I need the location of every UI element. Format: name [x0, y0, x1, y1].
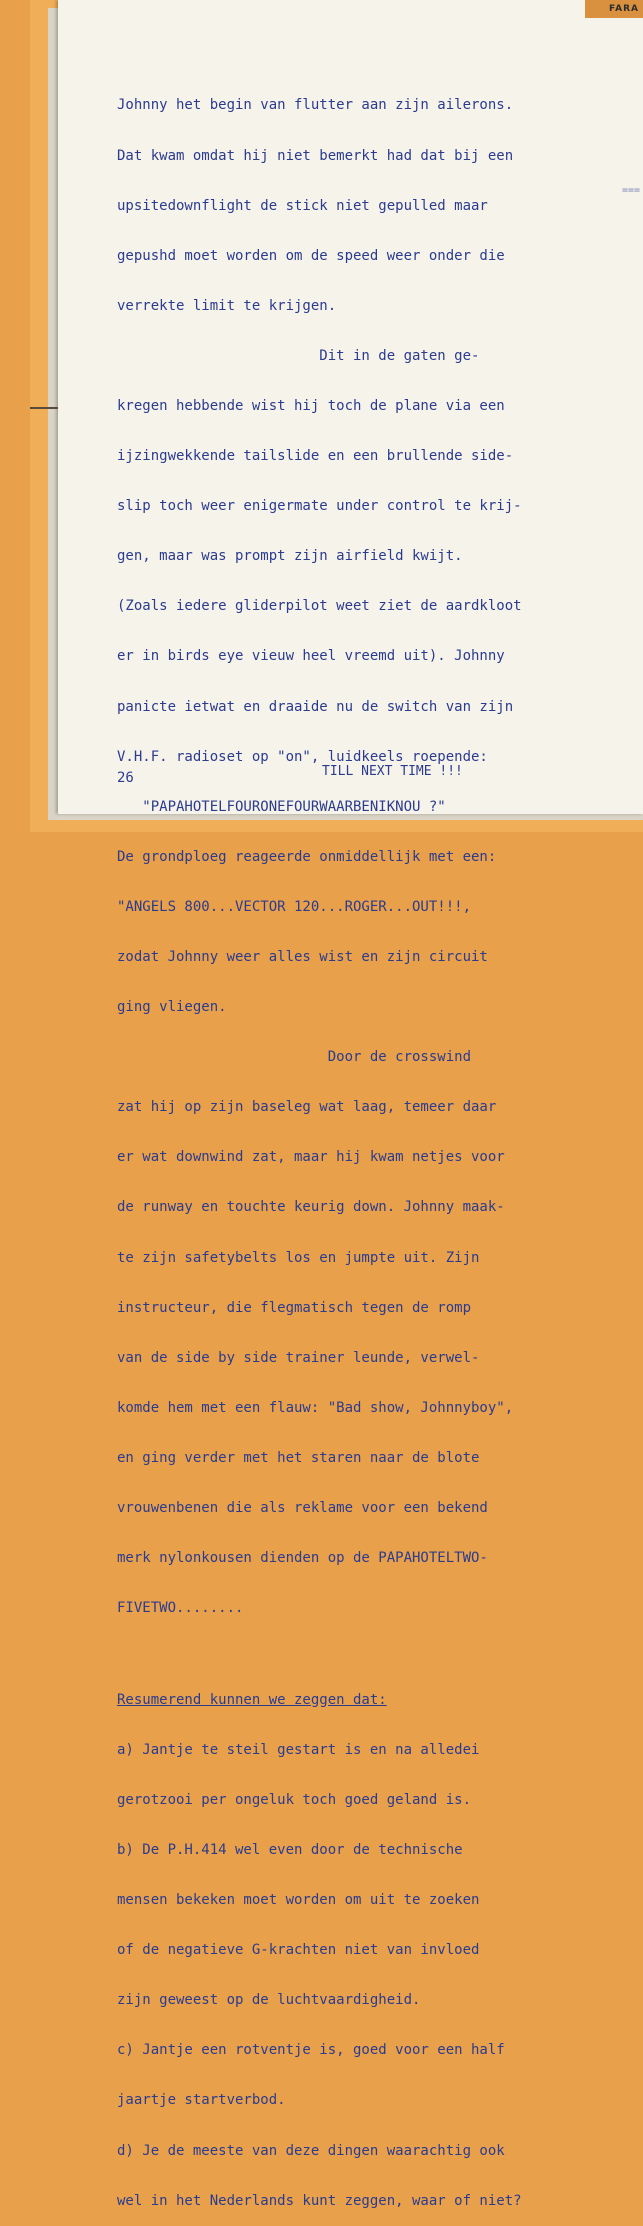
body-line: Dat kwam omdat hij niet bemerkt had dat bij een [117, 147, 514, 164]
body-line: V.H.F. radioset op "on", luidkeels roepende: [117, 748, 488, 765]
body-line: Dit in de gaten ge- [117, 347, 480, 364]
summary-line: jaartje startverbod. [117, 2092, 286, 2109]
body-line: de runway en touchte keurig down. Johnny maak- [117, 1199, 505, 1216]
body-line: panicte ietwat en draaide nu de switch van zijn [117, 698, 514, 715]
body-line: slip toch weer enigermate under control te krij- [117, 498, 522, 515]
body-line: gepushd moet worden om de speed weer onder die [117, 247, 505, 264]
summary-line: d) Je de meeste van deze dingen waarachtig ook [117, 2142, 505, 2159]
body-line: verrekte limit te krijgen. [117, 297, 337, 314]
summary-heading: Resumerend kunnen we zeggen dat: [117, 1691, 387, 1708]
body-line: er wat downwind zat, maar hij kwam netjes voor [117, 1149, 505, 1166]
body-line: te zijn safetybelts los en jumpte uit. Zijn [117, 1249, 480, 1266]
body-line: komde hem met een flauw: "Bad show, Johnnyboy", [117, 1399, 514, 1416]
summary-line: of de negatieve G-krachten niet van invloed [117, 1942, 480, 1959]
summary-line: gerotzooi per ongeluk toch goed geland is. [117, 1791, 472, 1808]
summary-line: c) Jantje een rotventje is, goed voor een half [117, 2042, 505, 2059]
page-number: 26 [117, 770, 134, 786]
body-line: instructeur, die flegmatisch tegen de romp [117, 1299, 472, 1316]
body-line: vrouwenbenen die als reklame voor een bekend [117, 1500, 488, 1517]
body-line: gen, maar was prompt zijn airfield kwijt. [117, 548, 463, 565]
article-body [117, 64, 597, 2226]
summary-line: zijn geweest op de luchtvaardigheid. [117, 1992, 421, 2009]
body-line: "ANGELS 800...VECTOR 120...ROGER...OUT!!!, [117, 898, 472, 915]
summary-line: mensen bekeken moet worden om uit te zoeken [117, 1892, 480, 1909]
summary-line: b) De P.H.414 wel even door de technische [117, 1842, 463, 1858]
margin-mark [30, 407, 58, 409]
paragraph-gap [117, 1650, 597, 1658]
body-line: zat hij op zijn baseleg wat laag, temeer daar [117, 1099, 497, 1116]
margin-equals-mark: === [622, 185, 641, 196]
body-line: van de side by side trainer leunde, verwel- [117, 1349, 480, 1366]
body-line: kregen hebbende wist hij toch de plane via een [117, 397, 505, 414]
closing-line: TILL NEXT TIME !!! [322, 764, 463, 779]
body-line: ijzingwekkende tailslide en een brullende side- [117, 448, 514, 465]
corner-header-label: FARA [585, 0, 643, 18]
body-line: upsitedownflight de stick niet gepulled maar [117, 197, 488, 214]
body-line: ging vliegen. [117, 999, 227, 1016]
body-line: Johnny het begin van flutter aan zijn ailerons. [117, 97, 514, 114]
body-line: (Zoals iedere gliderpilot weet ziet de aardkloot [117, 598, 522, 615]
body-line: zodat Johnny weer alles wist en zijn circuit [117, 949, 488, 965]
summary-line: wel in het Nederlands kunt zeggen, waar of niet? [117, 2192, 522, 2209]
body-line: De grondploeg reageerde onmiddellijk met een: [117, 848, 497, 865]
body-line: en ging verder met het staren naar de blote [117, 1449, 480, 1466]
body-line: FIVETWO........ [117, 1600, 244, 1617]
summary-line: a) Jantje te steil gestart is en na alledei [117, 1741, 480, 1758]
body-line: "PAPAHOTELFOURONEFOURWAARBENIKNOU ?" [117, 798, 446, 815]
body-line: er in birds eye vieuw heel vreemd uit). Johnny [117, 648, 505, 665]
body-line: merk nylonkousen dienden op de PAPAHOTELTWO- [117, 1550, 488, 1567]
body-line: Door de crosswind [117, 1049, 472, 1066]
